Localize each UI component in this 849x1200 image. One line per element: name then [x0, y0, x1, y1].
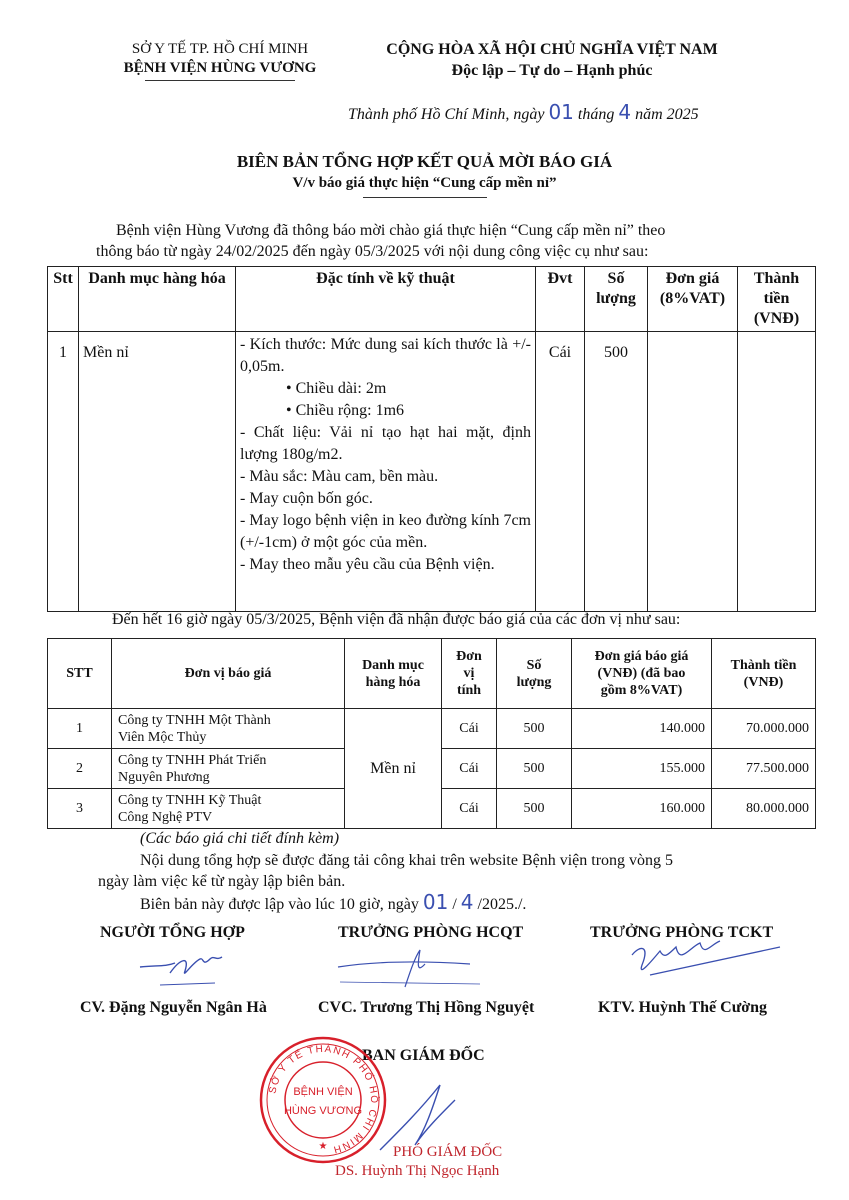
col-price — [648, 267, 738, 332]
q-row-price: 160.000 — [572, 789, 712, 829]
header-left-divider — [145, 80, 295, 81]
q-row-vendor-l2: Nguyên Phương — [118, 769, 210, 785]
q-row-vendor-l1: Công ty TNHH Phát Triển — [118, 752, 267, 768]
spec-logo: - May logo bệnh viện in keo đường kính 7cm (+/-1cm) ở một góc của mền. — [240, 512, 531, 551]
q-row-stt: 2 — [48, 749, 112, 789]
spec-bullet-2-text: Chiều rộng: 1m6 — [295, 402, 405, 419]
q-row-price: 140.000 — [572, 709, 712, 749]
sig-right-title: TRƯỞNG PHÒNG TCKT — [590, 924, 774, 941]
spec-header-row — [48, 267, 816, 332]
made-prefix: Biên bản này được lập vào lúc 10 giờ, ngày — [140, 896, 419, 913]
made-suffix: /2025./. — [477, 896, 527, 913]
q-row-stt: 1 — [48, 709, 112, 749]
intro-line-2: thông báo từ ngày 24/02/2025 đến ngày 05/3/2025 với nội dung công việc cụ như sau: — [96, 243, 649, 260]
col-qty-l1: Số — [607, 270, 625, 287]
q-row-unit: Cái — [442, 789, 497, 829]
date-line — [348, 100, 768, 124]
q-row-unit: Cái — [442, 749, 497, 789]
deputy-name: DS. Huỳnh Thị Ngọc Hạnh — [335, 1163, 500, 1179]
q-col-price-l1: Đơn giá báo giá — [594, 649, 689, 664]
q-col-price-l2: (VNĐ) (đã bao — [597, 666, 686, 681]
signature-left — [130, 945, 240, 995]
date-prefix: Thành phố Hồ Chí Minh, ngày — [348, 106, 545, 123]
table-row — [48, 332, 816, 612]
q-col-item-l1: Danh mục — [362, 657, 424, 673]
q-col-total-l2: (VNĐ) — [743, 674, 784, 690]
q-row-vendor — [112, 789, 345, 829]
sig-mid-name: CVC. Trương Thị Hồng Nguyệt — [318, 999, 535, 1016]
q-row-unit: Cái — [442, 709, 497, 749]
row-unit: Cái — [536, 332, 585, 612]
received-note: Đến hết 16 giờ ngày 05/3/2025, Bệnh viện đã nhận được báo giá của các đơn vị như sau: — [112, 611, 681, 628]
spec-size: - Kích thước: Mức dung sai kích thước là +/- 0,05m. — [240, 336, 531, 375]
q-col-qty-l2: lượng — [516, 674, 552, 690]
document-subtitle: V/v báo giá thực hiện “Cung cấp mền nỉ” — [292, 175, 557, 191]
col-qty — [585, 267, 648, 332]
col-price-l1: Đơn giá — [665, 270, 720, 287]
q-col-unit — [442, 639, 497, 709]
q-row-price: 155.000 — [572, 749, 712, 789]
q-row-vendor — [112, 709, 345, 749]
q-col-total-l1: Thành tiền — [730, 657, 797, 673]
q-col-unit-l1: Đơn — [456, 649, 482, 664]
made-day: 01 — [422, 890, 449, 914]
row-item: Mền nỉ — [79, 332, 236, 612]
dept-name: SỞ Y TẾ TP. HỒ CHÍ MINH — [131, 41, 309, 57]
row-total — [738, 332, 816, 612]
q-col-unit-l3: tính — [456, 683, 482, 698]
q-col-price — [572, 639, 712, 709]
col-price-l2: (8%VAT) — [659, 290, 726, 307]
sig-left-title: NGƯỜI TỔNG HỢP — [100, 924, 245, 941]
spec-sample: - May theo mẫu yêu cầu của Bệnh viện. — [240, 556, 495, 573]
col-total-l2: (VNĐ) — [753, 310, 800, 327]
hospital-name: BỆNH VIỆN HÙNG VƯƠNG — [123, 60, 317, 76]
sig-right-name: KTV. Huỳnh Thế Cường — [598, 999, 768, 1016]
deputy-title: PHÓ GIÁM ĐỐC — [393, 1144, 503, 1160]
date-month-label: tháng — [577, 106, 615, 123]
q-col-qty-l1: Số — [526, 657, 542, 673]
motto: Độc lập – Tự do – Hạnh phúc — [451, 62, 653, 79]
q-col-total — [712, 639, 816, 709]
nation-name: CỘNG HÒA XÃ HỘI CHỦ NGHĨA VIỆT NAM — [386, 41, 718, 58]
spec-material: - Chất liệu: Vải nỉ tạo hạt hai mặt, định lượng 180g/m2. — [240, 424, 531, 463]
spec-table — [47, 266, 816, 612]
row-spec — [236, 332, 536, 612]
spec-bullet-1-text: Chiều dài: 2m — [295, 380, 387, 397]
q-row-stt: 3 — [48, 789, 112, 829]
q-row-qty: 500 — [497, 749, 572, 789]
stamp-line-1: BỆNH VIỆN — [293, 1086, 353, 1098]
sig-mid-title: TRƯỞNG PHÒNG HCQT — [338, 924, 524, 941]
col-total — [738, 267, 816, 332]
q-row-qty: 500 — [497, 709, 572, 749]
made-sep: / — [452, 896, 457, 913]
table-row — [48, 709, 816, 749]
col-unit: Đvt — [536, 267, 585, 332]
q-col-price-l3: gồm 8%VAT) — [600, 683, 683, 698]
spec-bullet-2: • Chiều rộng: 1m6 — [286, 402, 405, 419]
quote-table — [47, 638, 816, 829]
spec-bullet-1: • Chiều dài: 2m — [286, 380, 387, 397]
q-col-stt: STT — [48, 639, 112, 709]
q-col-unit-l2: vị — [463, 666, 475, 681]
q-row-item: Mền nỉ — [345, 709, 442, 829]
q-col-item — [345, 639, 442, 709]
row-qty: 500 — [585, 332, 648, 612]
date-month: 4 — [618, 100, 632, 124]
stamp-line-2: HÙNG VƯƠNG — [283, 1105, 363, 1117]
quote-header-row — [48, 639, 816, 709]
row-stt: 1 — [48, 332, 79, 612]
q-row-total: 80.000.000 — [712, 789, 816, 829]
made-month: 4 — [460, 890, 474, 914]
signature-mid — [330, 942, 490, 997]
q-row-qty: 500 — [497, 789, 572, 829]
col-spec: Đặc tính về kỹ thuật — [236, 267, 536, 332]
hospital-stamp — [258, 1035, 388, 1165]
date-day: 01 — [548, 100, 574, 124]
intro-line-1: Bệnh viện Hùng Vương đã thông báo mời chào giá thực hiện “Cung cấp mền nỉ” theo — [116, 222, 666, 239]
attached-note: (Các báo giá chi tiết đính kèm) — [140, 830, 340, 847]
date-year: năm 2025 — [635, 106, 699, 123]
q-col-item-l2: hàng hóa — [365, 674, 421, 690]
q-row-vendor-l1: Công ty TNHH Một Thành — [118, 712, 271, 728]
col-stt: Stt — [48, 267, 79, 332]
document-title: BIÊN BẢN TỔNG HỢP KẾT QUẢ MỜI BÁO GIÁ — [236, 152, 613, 171]
publish-line-1: Nội dung tổng hợp sẽ được đăng tải công khai trên website Bệnh viện trong vòng 5 — [140, 852, 674, 869]
q-row-vendor — [112, 749, 345, 789]
col-total-l1: Thành tiền — [753, 270, 800, 307]
stamp-ring-text: SỞ Y TẾ THÀNH PHỐ HỒ CHÍ MINH — [267, 1043, 380, 1156]
row-price — [648, 332, 738, 612]
stamp-star-icon: ★ — [318, 1141, 328, 1152]
q-row-vendor-l2: Công Nghệ PTV — [118, 809, 213, 825]
publish-line-2: ngày làm việc kể từ ngày lập biên bản. — [98, 873, 346, 890]
q-col-vendor: Đơn vị báo giá — [112, 639, 345, 709]
signature-right — [620, 935, 790, 995]
q-row-total: 77.500.000 — [712, 749, 816, 789]
col-item: Danh mục hàng hóa — [79, 267, 236, 332]
q-row-vendor-l2: Viên Mộc Thủy — [118, 729, 207, 745]
title-divider — [363, 197, 487, 198]
q-row-vendor-l1: Công ty TNHH Kỹ Thuật — [118, 792, 262, 808]
col-qty-l2: lượng — [596, 290, 636, 307]
made-line — [140, 892, 526, 915]
header-left — [95, 40, 345, 81]
board-title: BAN GIÁM ĐỐC — [362, 1047, 485, 1064]
q-row-total: 70.000.000 — [712, 709, 816, 749]
q-col-qty — [497, 639, 572, 709]
spec-sew: - May cuộn bốn góc. — [240, 490, 373, 507]
sig-left-name: CV. Đặng Nguyễn Ngân Hà — [80, 999, 267, 1016]
header-right — [352, 39, 752, 81]
spec-color: - Màu sắc: Màu cam, bền màu. — [240, 468, 439, 485]
